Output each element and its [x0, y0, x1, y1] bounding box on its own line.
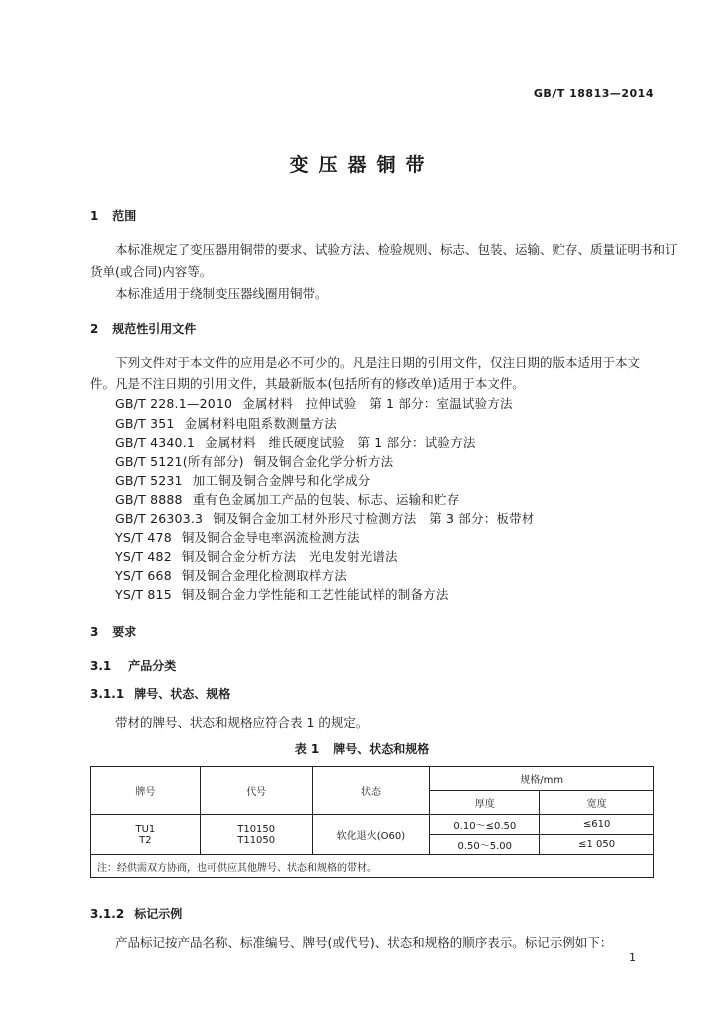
section-1-paragraph-2: 本标准适用于绕制变压器线圈用铜带。	[115, 286, 328, 301]
section-2-paragraph-line-2: 件。凡是不注日期的引用文件，其最新版本(包括所有的修改单)适用于本文件。	[90, 376, 525, 391]
section-title: 标记示例	[134, 907, 183, 921]
section-2-paragraph-line-1: 下列文件对于本文件的应用是必不可少的。凡是注日期的引用文件，仅注日期的版本适用于本文	[115, 355, 641, 370]
section-3-1-1-heading	[90, 685, 230, 702]
reference-item: GB/T 228.1—2010 金属材料 拉伸试验 第 1 部分：室温试验方法	[115, 396, 513, 411]
code-value: T11050	[237, 834, 276, 846]
section-number: 3	[90, 625, 99, 639]
reference-item: GB/T 4340.1 金属材料 维氏硬度试验 第 1 部分：试验方法	[115, 435, 476, 450]
header-code: 代号	[200, 767, 312, 815]
section-title: 牌号、状态、规格	[134, 687, 231, 701]
table-number: 表 1	[294, 742, 320, 756]
header-spec: 规格/mm	[430, 767, 654, 791]
header-width: 宽度	[540, 791, 654, 815]
page-number: 1	[629, 951, 636, 964]
width-cell: ≤610	[540, 815, 654, 835]
grade-value: TU1	[135, 823, 156, 835]
section-1-heading	[90, 207, 136, 224]
section-number: 1	[90, 209, 99, 223]
section-1-paragraph-1-line-1: 本标准规定了变压器用铜带的要求、试验方法、检验规则、标志、包装、运输、贮存、质量证明书和订	[115, 242, 678, 257]
header-thickness: 厚度	[430, 791, 540, 815]
header-temper: 状态	[312, 767, 430, 815]
reference-item: YS/T 668 铜及铜合金理化检测取样方法	[115, 568, 347, 583]
reference-item: GB/T 5231 加工铜及铜合金牌号和化学成分	[115, 473, 371, 488]
section-2-heading	[90, 320, 196, 337]
grade-cell	[91, 815, 201, 855]
section-number: 2	[90, 322, 99, 336]
width-cell: ≤1 050	[540, 835, 654, 855]
section-3-1-2-paragraph: 产品标记按产品名称、标准编号、牌号(或代号)、状态和规格的顺序表示。标记示例如下：	[115, 935, 613, 950]
code-cell	[200, 815, 312, 855]
section-number: 3.1	[90, 659, 112, 673]
reference-item: GB/T 8888 重有色金属加工产品的包装、标志、运输和贮存	[115, 492, 460, 507]
table-note: 注：经供需双方协商，也可供应其他牌号、状态和规格的带材。	[91, 855, 654, 878]
temper-cell: 软化退火(O60)	[312, 815, 430, 855]
reference-item: GB/T 351 金属材料电阻系数测量方法	[115, 416, 337, 431]
section-title: 产品分类	[128, 659, 177, 673]
section-1-paragraph-1-line-2: 货单(或合同)内容等。	[90, 264, 213, 279]
section-title: 要求	[112, 625, 137, 639]
reference-item: GB/T 5121(所有部分) 铜及铜合金化学分析方法	[115, 454, 394, 469]
spec-table	[90, 766, 654, 878]
section-number: 3.1.2	[90, 907, 125, 921]
code-value: T10150	[237, 823, 276, 835]
header-grade: 牌号	[91, 767, 201, 815]
reference-item: YS/T 815 铜及铜合金力学性能和工艺性能试样的制备方法	[115, 587, 449, 602]
section-3-1-heading	[90, 657, 176, 674]
section-title: 范围	[112, 209, 137, 223]
section-3-heading	[90, 623, 136, 640]
table-caption	[0, 740, 724, 757]
standard-code: GB/T 18813—2014	[533, 87, 654, 100]
section-3-1-1-paragraph: 带材的牌号、状态和规格应符合表 1 的规定。	[115, 715, 369, 730]
section-title: 规范性引用文件	[112, 322, 197, 336]
table-title: 牌号、状态和规格	[333, 742, 430, 756]
reference-item: GB/T 26303.3 铜及铜合金加工材外形尺寸检测方法 第 3 部分：板带材	[115, 511, 535, 526]
section-number: 3.1.1	[90, 687, 125, 701]
reference-item: YS/T 478 铜及铜合金导电率涡流检测方法	[115, 530, 360, 545]
grade-value: T2	[139, 834, 152, 846]
document-title: 变压器铜带	[289, 154, 435, 176]
reference-item: YS/T 482 铜及铜合金分析方法 光电发射光谱法	[115, 549, 398, 564]
thickness-cell: 0.50～5.00	[430, 835, 540, 855]
section-3-1-2-heading	[90, 905, 182, 922]
thickness-cell: 0.10～≤0.50	[430, 815, 540, 835]
